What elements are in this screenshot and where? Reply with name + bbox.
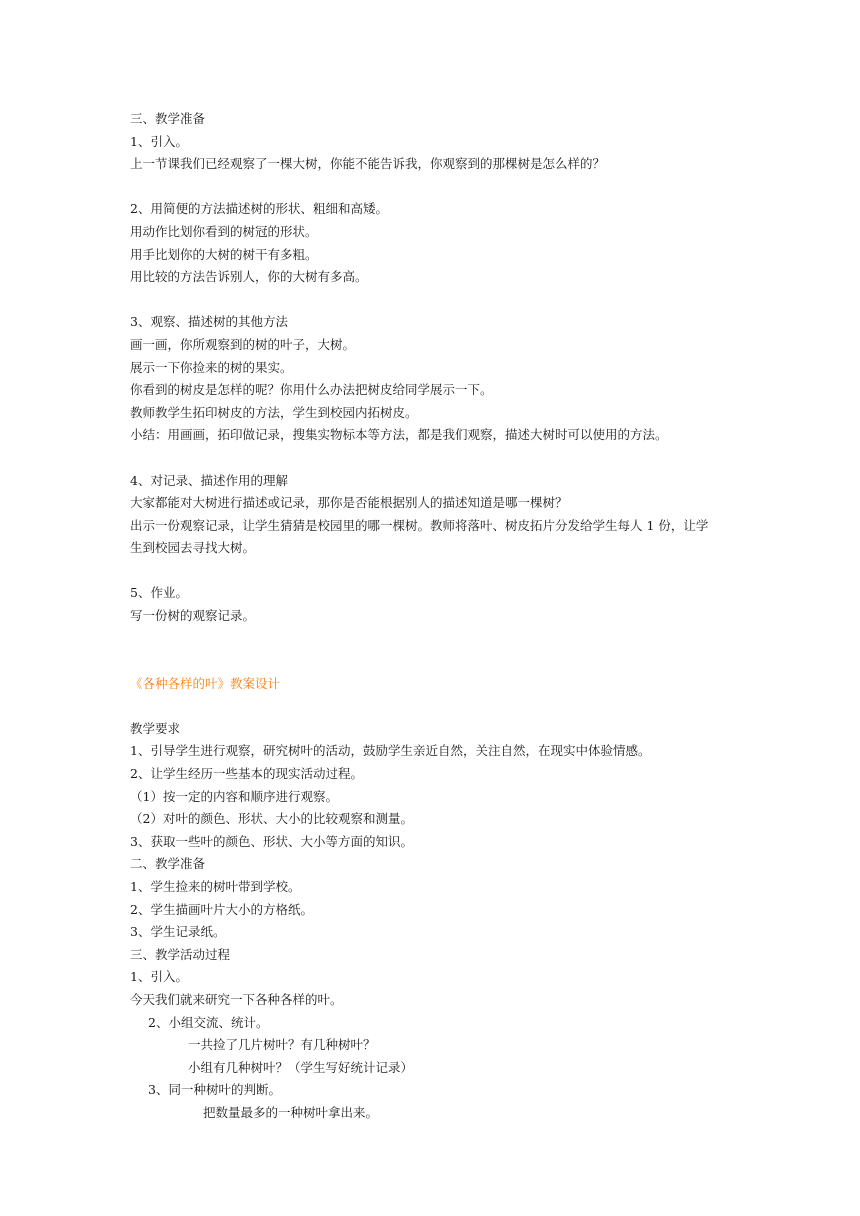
paragraph: 出示一份观察记录，让学生猜猜是校园里的哪一棵树。教师将落叶、树皮拓片分发给学生每人 1 份，让学 bbox=[130, 517, 709, 533]
document-body bbox=[130, 108, 740, 1125]
blank-line bbox=[130, 628, 740, 673]
blank-line bbox=[130, 176, 740, 199]
section-heading: 三、教学准备 bbox=[130, 111, 206, 126]
step-title: 3、同一种树叶的判断。 bbox=[148, 1082, 281, 1098]
paragraph: 写一份树的观察记录。 bbox=[130, 608, 256, 624]
lesson-title: 《各种各样的叶》教案设计 bbox=[130, 675, 281, 691]
paragraph: 生到校园去寻找大树。 bbox=[130, 540, 256, 556]
paragraph: 小组有几种树叶？（学生写好统计记录） bbox=[188, 1059, 414, 1075]
paragraph: 用手比划你的大树的树干有多粗。 bbox=[130, 246, 318, 262]
paragraph: 今天我们就来研究一下各种各样的叶。 bbox=[130, 991, 343, 1007]
blank-line bbox=[130, 447, 740, 470]
list-item: （2）对叶的颜色、形状、大小的比较观察和测量。 bbox=[130, 811, 413, 827]
list-item: 2、让学生经历一些基本的现实活动过程。 bbox=[130, 766, 363, 782]
step-title: 5、作业。 bbox=[130, 585, 188, 601]
list-item: （1）按一定的内容和顺序进行观察。 bbox=[130, 788, 338, 804]
list-item: 1、学生捡来的树叶带到学校。 bbox=[130, 879, 301, 894]
list-item: 2、学生描画叶片大小的方格纸。 bbox=[130, 901, 313, 917]
blank-line bbox=[130, 560, 740, 583]
paragraph: 一共捡了几片树叶？有几种树叶？ bbox=[188, 1037, 376, 1053]
paragraph: 上一节课我们已经观察了一棵大树，你能不能告诉我，你观察到的那棵树是怎么样的？ bbox=[130, 156, 606, 172]
paragraph: 你看到的树皮是怎样的呢？你用什么办法把树皮给同学展示一下。 bbox=[130, 382, 493, 398]
paragraph: 画一画，你所观察到的树的叶子，大树。 bbox=[130, 336, 356, 352]
paragraph: 用比较的方法告诉别人，你的大树有多高。 bbox=[130, 269, 368, 285]
paragraph: 教师教学生拓印树皮的方法，学生到校园内拓树皮。 bbox=[130, 404, 418, 420]
step-title: 1、引入。 bbox=[130, 133, 188, 149]
blank-line bbox=[130, 695, 740, 718]
step-title: 4、对记录、描述作用的理解 bbox=[130, 472, 288, 488]
section-heading: 教学要求 bbox=[130, 720, 181, 736]
list-item: 3、学生记录纸。 bbox=[130, 924, 226, 940]
list-item: 3、获取一些叶的颜色、形状、大小等方面的知识。 bbox=[130, 833, 413, 849]
step-title: 1、引入。 bbox=[130, 969, 188, 985]
paragraph: 用动作比划你看到的树冠的形状。 bbox=[130, 223, 318, 239]
step-title: 3、观察、描述树的其他方法 bbox=[130, 314, 288, 330]
list-item: 1、引导学生进行观察，研究树叶的活动，鼓励学生亲近自然，关注自然，在现实中体验情感。 bbox=[130, 743, 651, 759]
paragraph: 把数量最多的一种树叶拿出来。 bbox=[203, 1104, 379, 1120]
paragraph: 展示一下你捡来的树的果实。 bbox=[130, 359, 293, 375]
blank-line bbox=[130, 289, 740, 312]
section-heading: 三、教学活动过程 bbox=[130, 946, 231, 962]
paragraph: 小结：用画画，拓印做记录，搜集实物标本等方法，都是我们观察，描述大树时可以使用的方法。 bbox=[130, 427, 668, 443]
step-title: 2、用简便的方法描述树的形状、粗细和高矮。 bbox=[130, 201, 388, 217]
section-heading: 二、教学准备 bbox=[130, 856, 206, 872]
step-title: 2、小组交流、统计。 bbox=[148, 1014, 269, 1030]
paragraph: 大家都能对大树进行描述或记录，那你是否能根据别人的描述知道是哪一棵树？ bbox=[130, 495, 568, 511]
